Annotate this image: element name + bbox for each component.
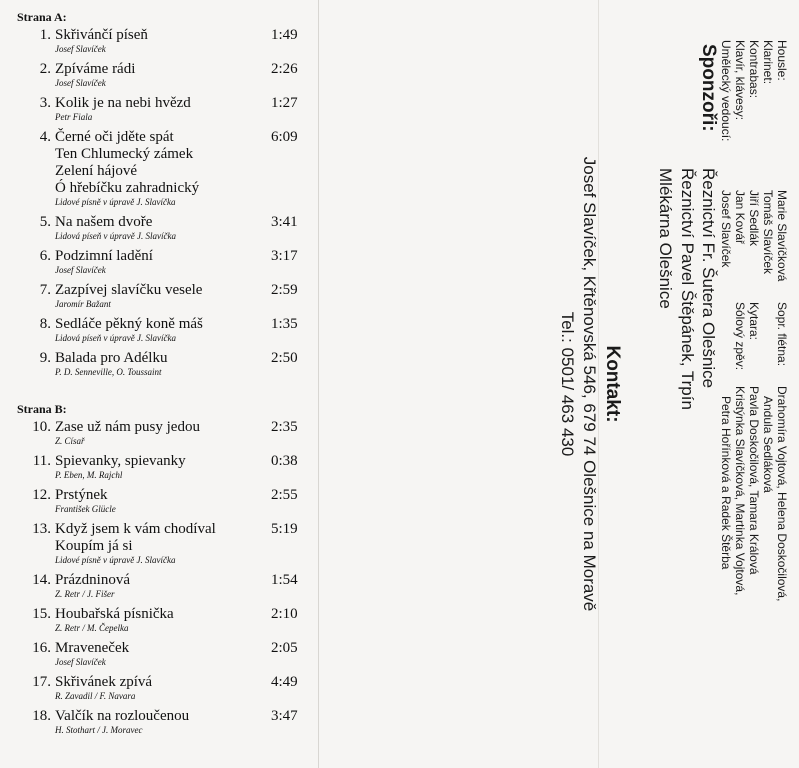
track-duration: 0:38 — [271, 453, 298, 469]
track-number: 5. — [39, 214, 51, 230]
track-titles — [55, 248, 275, 275]
track-duration: 6:09 — [271, 129, 298, 145]
track-title: Zase už nám pusy jedou — [55, 419, 200, 435]
track-title: Houbařská písnička — [55, 606, 174, 622]
track-titles — [55, 316, 275, 343]
track-titles — [55, 350, 275, 377]
track-duration: 1:54 — [271, 572, 298, 588]
track-duration: 1:35 — [271, 316, 298, 332]
track-credit: R. Zavadil / F. Navara — [55, 691, 136, 701]
side-b-label: Strana B: — [17, 402, 67, 416]
track-credit: František Glücle — [55, 504, 116, 514]
track-duration: 2:35 — [271, 419, 298, 435]
track-title: Sedláče pěkný koně máš — [55, 316, 203, 332]
track-credit: Josef Slavíček — [55, 265, 106, 275]
track-titles — [55, 640, 275, 667]
track-title: Zpíváme rádi — [55, 61, 136, 77]
track-titles — [55, 572, 275, 599]
track-title: Valčík na rozloučenou — [55, 708, 190, 724]
track-number: 12. — [32, 487, 51, 503]
track-credit: Lidové písně v úpravě J. Slavíčka — [55, 555, 176, 565]
track-credit: P. Eben, M. Rajchl — [55, 470, 123, 480]
track-number: 13. — [32, 521, 51, 537]
track-credit: Z. Císař — [55, 436, 85, 446]
track-title: Balada pro Adélku — [55, 350, 168, 366]
sponsor-line: Mlékárna Olešnice — [656, 168, 675, 309]
track-number: 14. — [32, 572, 51, 588]
track-titles — [55, 606, 275, 633]
sponsor-line: Řeznictví Fr. Šutera Olešnice — [699, 168, 718, 389]
track-titles — [55, 487, 275, 514]
fold-line — [318, 0, 319, 768]
contact-address: Josef Slavíček, Křtěnovská 546, 679 74 Olešnice na Moravě — [580, 156, 599, 612]
sponsor-line: Řeznictví Pavel Štěpánek, Trpín — [678, 168, 697, 410]
track-number: 4. — [39, 129, 51, 145]
track-titles — [55, 282, 275, 309]
track-credit: H. Stothart / J. Moravec — [55, 725, 143, 735]
track-title: Prstýnek — [55, 487, 108, 503]
track-titles — [55, 708, 275, 735]
track-title: Na našem dvoře — [55, 214, 153, 230]
track-title: Podzimní ladění — [55, 248, 153, 264]
track-titles — [55, 214, 275, 241]
track-credit: Z. Retr / J. Fišer — [55, 589, 115, 599]
track-credit: Lidová píseň v úpravě J. Slavíčka — [55, 333, 176, 343]
track-duration: 3:17 — [271, 248, 298, 264]
track-number: 8. — [39, 316, 51, 332]
track-number: 7. — [39, 282, 51, 298]
track-credit: Josef Slavíček — [55, 78, 106, 88]
track-duration: 2:59 — [271, 282, 298, 298]
track-duration: 3:47 — [271, 708, 298, 724]
track-title: Koupím já si — [55, 538, 133, 554]
track-titles — [55, 27, 275, 54]
track-number: 16. — [32, 640, 51, 656]
track-credit: Petr Fiala — [55, 112, 93, 122]
track-titles — [55, 129, 275, 207]
track-credit: Lidové písně v úpravě J. Slavíčka — [55, 197, 176, 207]
track-title: Když jsem k vám chodíval — [55, 521, 216, 537]
track-number: 9. — [39, 350, 51, 366]
track-title: Spievanky, spievanky — [55, 453, 186, 469]
track-titles — [55, 95, 275, 122]
info-panel: Housle: Marie Slavíčková Klarinet: Tomáš Slavíček Kontrabas: Jiří Sedlák Klavír, klávesy: Jan Kovář Umělecký vedoucí: Josef Slavíček Sopr. flétna: Drahomíra Vojtová, Helena Doskočilová, Andula Sedláková Kytara: Pavla Doskočilová, Tamara Králová Sólový zpěv: Kristýnka Slavíčková, Martinka Vojtová, Petra Hořínková a Radek Štěrba Sponzoři: Řeznictví Fr. Šutera Olešnice Řeznictví Pavel Štěpánek, Trpín Mlékárna Olešnice Kontakt: Josef Slavíček, Křtěnovská 546, 679 74 Olešnice na Moravě Tel.: 0501/ 463 430 — [330, 0, 799, 768]
track-duration: 4:49 — [271, 674, 298, 690]
track-title: Kolik je na nebi hvězd — [55, 95, 191, 111]
track-credit: P. D. Senneville, O. Toussaint — [55, 367, 162, 377]
track-duration: 2:55 — [271, 487, 298, 503]
track-number: 6. — [39, 248, 51, 264]
track-number: 1. — [39, 27, 51, 43]
track-title: Skřivánčí píseň — [55, 27, 148, 43]
track-number: 17. — [32, 674, 51, 690]
track-duration: 2:10 — [271, 606, 298, 622]
contact-label: Kontakt: — [602, 345, 623, 423]
track-title: Ten Chlumecký zámek — [55, 146, 194, 162]
track-titles — [55, 521, 275, 565]
track-credit: Josef Slavíček — [55, 44, 106, 54]
track-number: 15. — [32, 606, 51, 622]
track-credit: Lidová píseň v úpravě J. Slavíčka — [55, 231, 176, 241]
track-title: Zelení hájové — [55, 163, 138, 179]
track-number: 11. — [32, 453, 51, 469]
track-number: 2. — [39, 61, 51, 77]
track-list — [0, 0, 318, 768]
track-duration: 2:50 — [271, 350, 298, 366]
sponsors-label: Sponzoři: — [698, 44, 719, 132]
contact-phone: Tel.: 0501/ 463 430 — [558, 311, 577, 457]
track-duration: 2:05 — [271, 640, 298, 656]
track-number: 18. — [32, 708, 51, 724]
track-title: Mraveneček — [55, 640, 130, 656]
track-title: Prázdninová — [55, 572, 130, 588]
track-titles — [55, 453, 275, 480]
track-duration: 5:19 — [271, 521, 298, 537]
track-title: Zazpívej slavíčku vesele — [55, 282, 203, 298]
track-credit: Jaromír Bažant — [55, 299, 111, 309]
track-titles — [55, 61, 275, 88]
track-number: 3. — [39, 95, 51, 111]
track-duration: 3:41 — [271, 214, 298, 230]
track-number: 10. — [32, 419, 51, 435]
track-duration: 1:27 — [271, 95, 298, 111]
track-duration: 2:26 — [271, 61, 298, 77]
track-titles — [55, 674, 275, 701]
track-title: Skřivánek zpívá — [55, 674, 153, 690]
track-duration: 1:49 — [271, 27, 298, 43]
track-credit: Josef Slavíček — [55, 657, 106, 667]
track-titles — [55, 419, 275, 446]
track-credit: Z. Retr / M. Čepelka — [55, 623, 129, 633]
track-title: Černé oči jděte spát — [55, 129, 174, 145]
track-title: Ó hřebíčku zahradnický — [55, 180, 200, 196]
side-a-label: Strana A: — [17, 10, 67, 24]
